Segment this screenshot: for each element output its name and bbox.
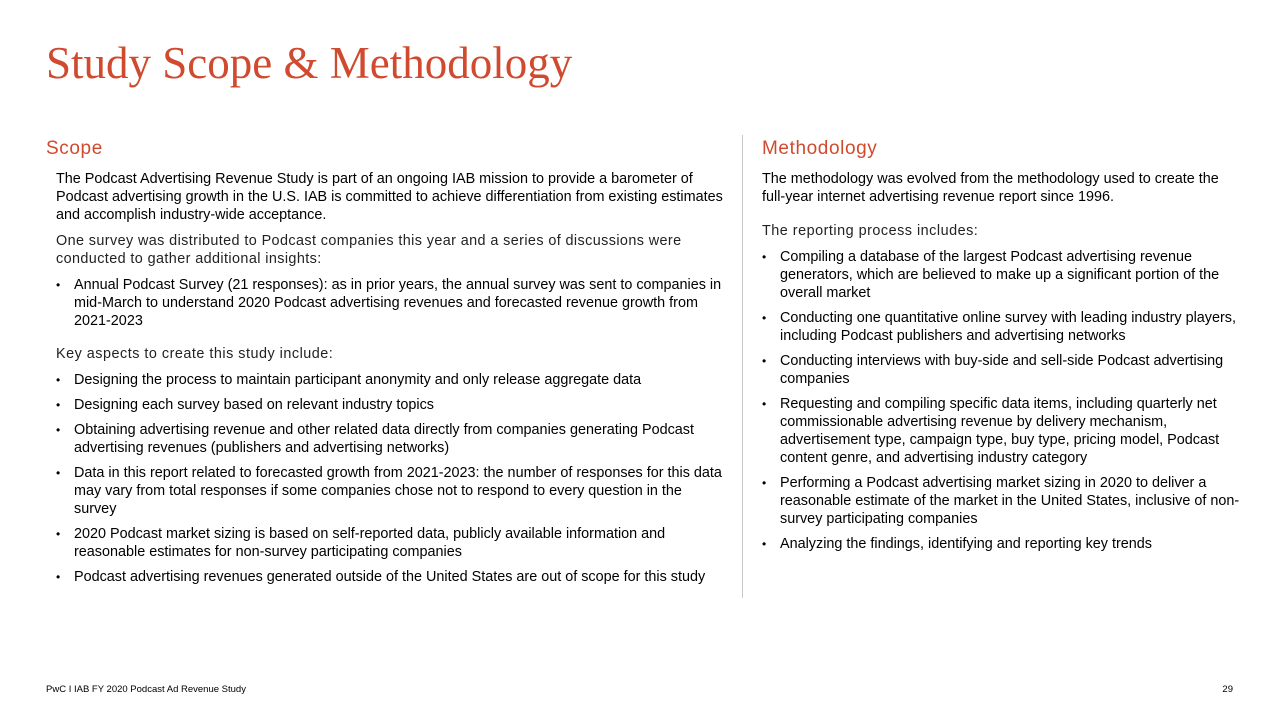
- methodology-column: [762, 136, 1242, 560]
- list-item: • Performing a Podcast advertising market sizing in 2020 to deliver a reasonable estimate of the market in the United States, inclusive of non-survey participating companies: [762, 474, 1242, 528]
- methodology-intro: The methodology was evolved from the methodology used to create the full-year internet advertising revenue report since 1996.: [762, 171, 1219, 205]
- survey-text: One survey was distributed to Podcast companies this year and a series of discussions were conducted to gather additional insights:: [56, 233, 682, 267]
- footer-source: PwC I IAB FY 2020 Podcast Ad Revenue Study: [46, 684, 246, 695]
- process-label: The reporting process includes:: [762, 223, 979, 239]
- list-item: • Requesting and compiling specific data items, including quarterly net commissionable advertising revenue by delivery mechanism, advertisement type, campaign type, buy type, pricing model, Podcast content genre, and advertising industry category: [762, 395, 1242, 467]
- list-item: • Annual Podcast Survey (21 responses): as in prior years, the annual survey was sent to companies in mid-March to understand 2020 Podcast advertising revenues and forecasted revenue growth from 2021-2023: [56, 276, 726, 330]
- scope-intro: The Podcast Advertising Revenue Study is part of an ongoing IAB mission to provide a barometer of Podcast advertising growth in the U.S. IAB is committed to achieve differentiation from existing estimates and accomplish industry-wide acceptance.: [56, 171, 723, 223]
- survey-bullet-list: [56, 276, 726, 330]
- scope-column: [46, 136, 726, 593]
- list-item: • Data in this report related to forecasted growth from 2021-2023: the number of responses for this data may vary from total responses if some companies chose not to respond to every question in the survey: [56, 464, 726, 518]
- list-item: • Designing the process to maintain participant anonymity and only release aggregate data: [56, 371, 726, 389]
- list-item: • Obtaining advertising revenue and other related data directly from companies generating Podcast advertising revenues (publishers and advertising networks): [56, 421, 726, 457]
- page-number: 29: [1222, 684, 1233, 695]
- list-item: • Analyzing the findings, identifying and reporting key trends: [762, 535, 1242, 553]
- methodology-heading: Methodology: [762, 138, 878, 159]
- scope-heading: Scope: [46, 138, 103, 159]
- list-item: • 2020 Podcast market sizing is based on self-reported data, publicly available information and reasonable estimates for non-survey participating companies: [56, 525, 726, 561]
- list-item: • Conducting one quantitative online survey with leading industry players, including Podcast publishers and advertising networks: [762, 309, 1242, 345]
- list-item: • Designing each survey based on relevant industry topics: [56, 396, 726, 414]
- aspects-label: Key aspects to create this study include:: [56, 346, 334, 362]
- list-item: • Conducting interviews with buy-side and sell-side Podcast advertising companies: [762, 352, 1242, 388]
- page-title: Study Scope & Methodology: [46, 38, 573, 88]
- list-item: • Compiling a database of the largest Podcast advertising revenue generators, which are believed to make up a significant portion of the overall market: [762, 248, 1242, 302]
- methodology-bullet-list: [762, 248, 1242, 553]
- list-item: • Podcast advertising revenues generated outside of the United States are out of scope for this study: [56, 568, 726, 586]
- column-divider: [742, 135, 743, 598]
- aspects-bullet-list: [56, 371, 726, 586]
